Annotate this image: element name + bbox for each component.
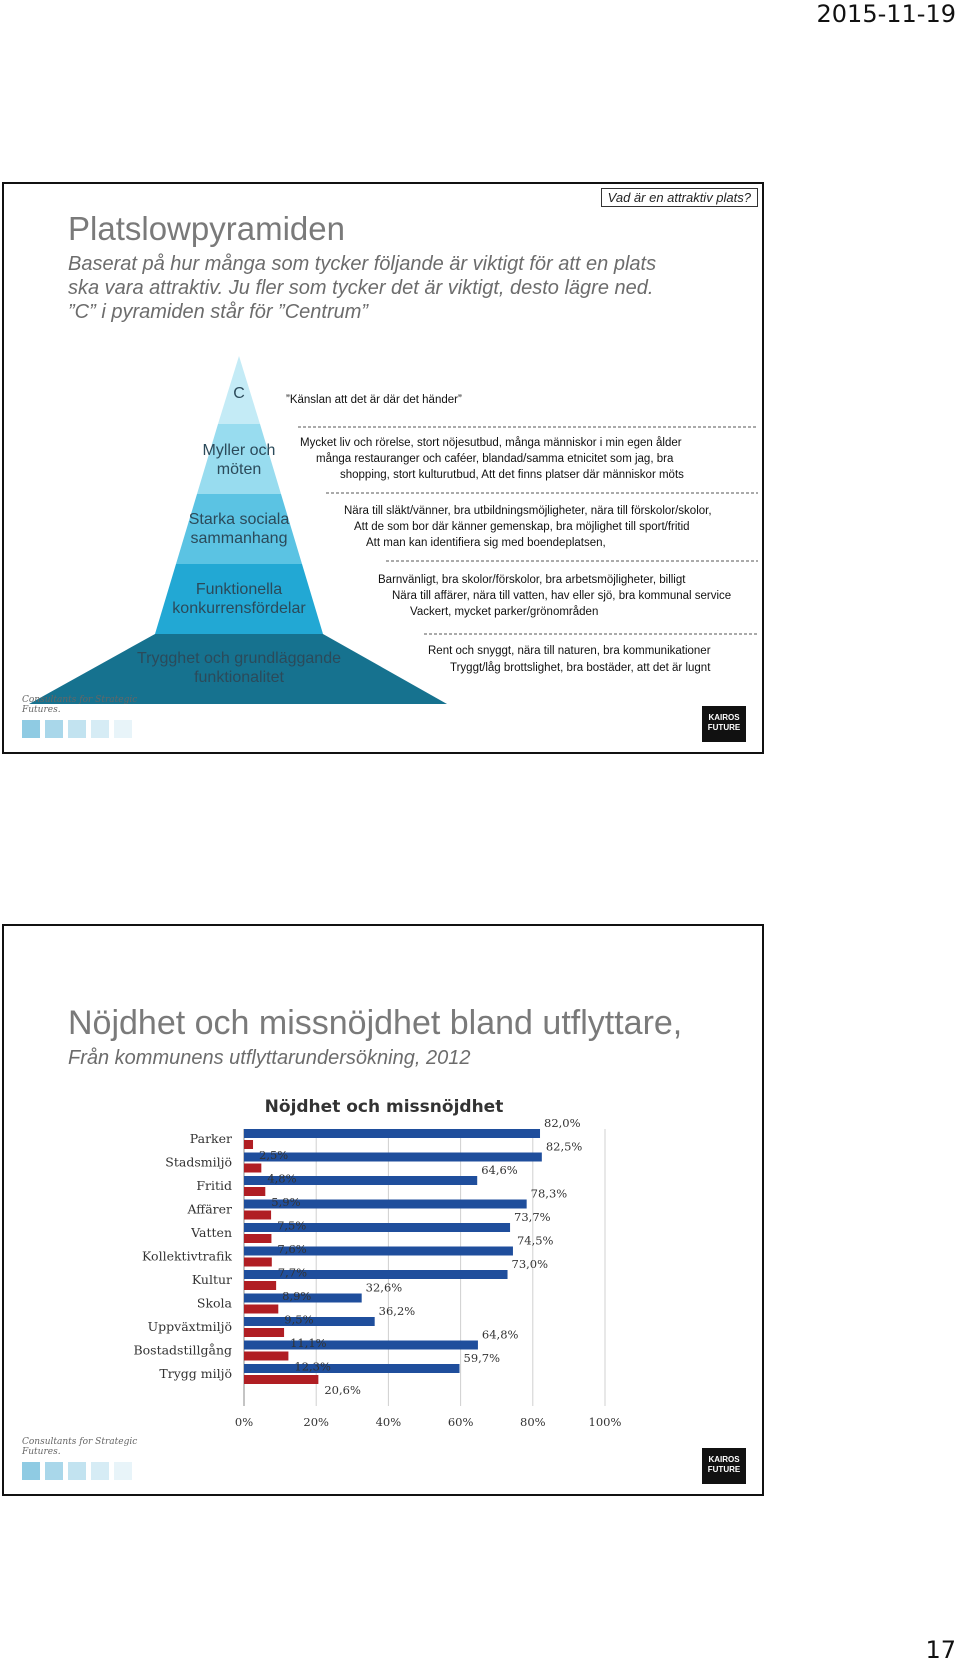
bar-satisfied [244, 1129, 540, 1138]
chart-category-labels [133, 1131, 232, 1381]
pyramid-level-myller [197, 424, 281, 494]
slide-pyramid [2, 182, 764, 754]
desc-funktionella-3: Vackert, mycket parker/grönområden [410, 606, 599, 618]
desc-c-1: ”Känslan att det är där det händer” [286, 394, 462, 406]
x-tick-label: 20% [303, 1415, 329, 1429]
logo-line-2: FUTURE [707, 1465, 741, 1474]
category-label: Uppväxtmiljö [147, 1319, 232, 1334]
bar-dissatisfied [244, 1328, 284, 1337]
category-label: Fritid [196, 1178, 232, 1193]
subtitle-line-1: Baserat på hur många som tycker följande är viktigt för att en plats [68, 253, 657, 275]
bar-dissatisfied [244, 1258, 272, 1267]
pyramid-label-funktionella-2: konkurrensfördelar [172, 600, 306, 617]
bar-satisfied [244, 1153, 542, 1162]
footer-brand [22, 1437, 162, 1480]
value-label-satisfied: 73,7% [514, 1210, 551, 1224]
brand-square [68, 720, 86, 738]
pyramid-label-sociala-1: Starka sociala [188, 511, 290, 528]
footer-squares [22, 720, 162, 738]
value-label-dissatisfied: 12,3% [294, 1359, 331, 1374]
value-label-satisfied: 82,5% [545, 1139, 583, 1154]
bar-dissatisfied [244, 1211, 271, 1220]
brand-square [22, 720, 40, 738]
value-label-satisfied: 59,7% [463, 1351, 501, 1365]
kairos-logo [702, 706, 746, 742]
value-label-dissatisfied: 7,7% [277, 1265, 308, 1280]
value-label-satisfied: 64,8% [481, 1327, 519, 1342]
footer-brand-text: Consultants for Strategic Futures. [22, 1437, 138, 1457]
bar-dissatisfied [244, 1305, 278, 1314]
x-tick-label: 60% [447, 1415, 474, 1429]
bar-satisfied [244, 1341, 478, 1350]
slide-chart [2, 924, 764, 1496]
x-tick-label: 40% [375, 1415, 402, 1429]
desc-funktionella-1: Barnvänligt, bra skolor/förskolor, bra arbetsmöjligheter, billigt [378, 574, 686, 586]
slide-title: Platslowpyramiden [68, 210, 345, 247]
value-label-satisfied: 82,0% [544, 1116, 581, 1130]
category-label: Stadsmiljö [165, 1154, 232, 1170]
pyramid-diagram [4, 184, 762, 752]
slide-tag: Vad är en attraktiv plats? [601, 188, 758, 207]
desc-trygghet-2: Tryggt/låg brottslighet, bra bostäder, att det är lugnt [450, 662, 711, 674]
logo-line-1: KAIROS [708, 713, 740, 722]
value-label-dissatisfied: 8,9% [282, 1289, 312, 1303]
value-label-dissatisfied: 4,8% [267, 1171, 297, 1186]
desc-myller-2: många restauranger och caféer, blandad/samma etnicitet som jag, bra [316, 453, 674, 465]
footer-brand-text: Consultants for Strategic Futures. [22, 695, 138, 715]
bar-dissatisfied [244, 1352, 288, 1361]
category-label: Vatten [191, 1225, 232, 1240]
slide-title: Nöjdhet och missnöjdhet bland utflyttare, [68, 1004, 683, 1042]
value-label-dissatisfied: 7,6% [277, 1242, 307, 1256]
subtitle-line-2: ska vara attraktiv. Ju fler som tycker det är viktigt, desto lägre ned. [68, 277, 654, 299]
chart-x-ticks [235, 1415, 622, 1429]
bar-dissatisfied [244, 1281, 276, 1290]
value-label-satisfied: 73,0% [511, 1257, 549, 1271]
pyramid-label-trygghet-2: funktionalitet [194, 669, 284, 686]
kairos-logo [702, 1448, 746, 1484]
brand-square [114, 720, 132, 738]
value-label-dissatisfied: 7,5% [277, 1218, 307, 1233]
bar-satisfied [244, 1364, 460, 1373]
logo-line-2: FUTURE [707, 723, 741, 732]
brand-square [22, 1462, 40, 1480]
pyramid-label-sociala-2: sammanhang [190, 530, 288, 547]
pyramid-label-c: C [233, 385, 245, 402]
pyramid-label-trygghet-1: Trygghet och grundläggande [137, 650, 341, 667]
pyramid-level-funktionella [155, 564, 323, 634]
x-tick-label: 0% [234, 1415, 254, 1429]
brand-square [91, 720, 109, 738]
bar-dissatisfied [244, 1164, 261, 1173]
value-label-dissatisfied: 9,5% [284, 1312, 314, 1327]
category-label: Affärer [187, 1201, 232, 1217]
desc-sociala-3: Att man kan identifiera sig med boendeplatsen, [366, 537, 606, 549]
brand-square [91, 1462, 109, 1480]
bar-dissatisfied [244, 1234, 271, 1243]
value-label-dissatisfied: 11,1% [290, 1336, 327, 1350]
bar-chart [4, 926, 762, 1494]
subtitle-line-3: ”C” i pyramiden står för ”Centrum” [68, 301, 369, 323]
category-label: Trygg miljö [159, 1366, 232, 1381]
value-label-satisfied: 64,6% [481, 1163, 518, 1177]
chart-title: Nöjdhet och missnöjdhet [264, 1097, 504, 1117]
bar-dissatisfied [244, 1140, 253, 1149]
brand-square [45, 1462, 63, 1480]
value-label-satisfied: 36,2% [378, 1304, 416, 1318]
value-label-dissatisfied: 5,9% [271, 1195, 301, 1209]
x-tick-label: 100% [588, 1415, 622, 1429]
brand-square [114, 1462, 132, 1480]
desc-trygghet-1: Rent och snyggt, nära till naturen, bra kommunikationer [428, 645, 711, 657]
footer-brand [22, 695, 162, 738]
value-label-dissatisfied: 20,6% [324, 1383, 361, 1397]
category-label: Skola [196, 1295, 232, 1311]
footer-squares [22, 1462, 162, 1480]
bar-dissatisfied [244, 1375, 318, 1384]
pyramid-level-sociala [176, 494, 302, 564]
category-label: Bostadstillgång [133, 1342, 232, 1358]
header-date: 2015-11-19 [816, 0, 956, 28]
desc-sociala-2: Att de som bor där känner gemenskap, bra möjlighet till sport/fritid [354, 521, 690, 533]
brand-square [45, 720, 63, 738]
brand-square [68, 1462, 86, 1480]
desc-funktionella-2: Nära till affärer, nära till vatten, hav eller sjö, bra kommunal service [392, 590, 732, 602]
value-label-satisfied: 78,3% [530, 1186, 568, 1201]
pyramid-label-myller-1: Myller och [202, 442, 276, 459]
value-label-satisfied: 32,6% [365, 1280, 403, 1295]
bar-dissatisfied [244, 1187, 265, 1196]
logo-line-1: KAIROS [708, 1455, 740, 1464]
pyramid-label-funktionella-1: Funktionella [195, 581, 283, 598]
category-label: Kultur [191, 1272, 232, 1287]
desc-sociala-1: Nära till släkt/vänner, bra utbildningsmöjligheter, nära till förskolor/skolor, [344, 505, 712, 517]
pyramid-label-myller-2: möten [216, 461, 262, 478]
value-label-satisfied: 74,5% [516, 1233, 554, 1248]
category-label: Parker [189, 1131, 232, 1146]
desc-myller-1: Mycket liv och rörelse, stort nöjesutbud, många människor i min egen ålder [300, 437, 682, 449]
page-number: 17 [925, 1636, 956, 1664]
category-label: Kollektivtrafik [142, 1248, 232, 1264]
x-tick-label: 80% [520, 1415, 546, 1429]
value-label-dissatisfied: 2,5% [259, 1148, 289, 1162]
slide-subtitle: Från kommunens utflyttarundersökning, 2012 [68, 1047, 471, 1069]
desc-myller-3: shopping, stort kulturutbud, Att det finns platser där människor möts [340, 469, 684, 481]
